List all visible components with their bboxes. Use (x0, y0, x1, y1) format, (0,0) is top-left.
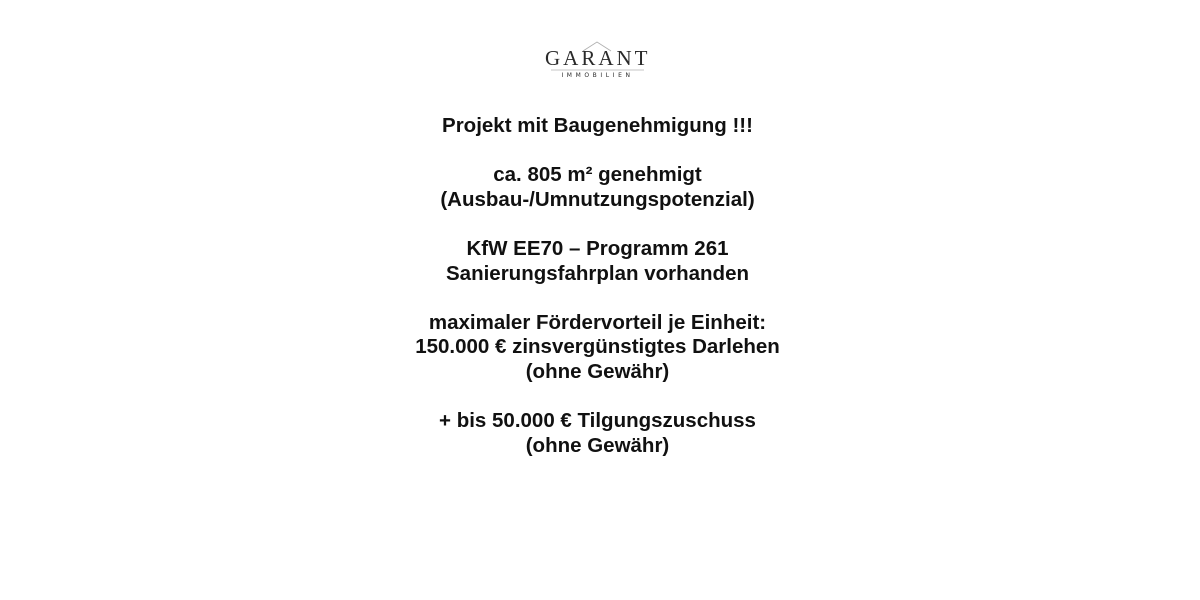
block-kfw (300, 237, 895, 286)
disclaimer-line: (ohne Gewähr) (525, 359, 670, 383)
block-approval (300, 114, 895, 139)
kfw-line: KfW EE70 – Programm 261 (466, 236, 729, 260)
funding-heading: maximaler Fördervorteil je Einheit: (428, 310, 767, 334)
potential-line: (Ausbau-/Umnutzungspotenzial) (440, 187, 755, 211)
headline: Projekt mit Baugenehmigung !!! (442, 114, 753, 137)
garant-logo (545, 40, 650, 84)
logo-wordmark: GARANT (545, 46, 651, 70)
block-funding (300, 311, 895, 385)
loan-line: 150.000 € zinsvergünstigtes Darlehen (415, 335, 780, 359)
logo-subtitle: IMMOBILIEN (561, 72, 634, 79)
block-grant (300, 409, 895, 458)
renovation-plan-line: Sanierungsfahrplan vorhanden (446, 261, 749, 285)
grant-line: + bis 50.000 € Tilgungszuschuss (439, 409, 756, 433)
flyer-text (300, 114, 895, 483)
area-line: ca. 805 m² genehmigt (493, 163, 702, 187)
disclaimer-line: (ohne Gewähr) (525, 433, 670, 457)
block-area (300, 163, 895, 212)
